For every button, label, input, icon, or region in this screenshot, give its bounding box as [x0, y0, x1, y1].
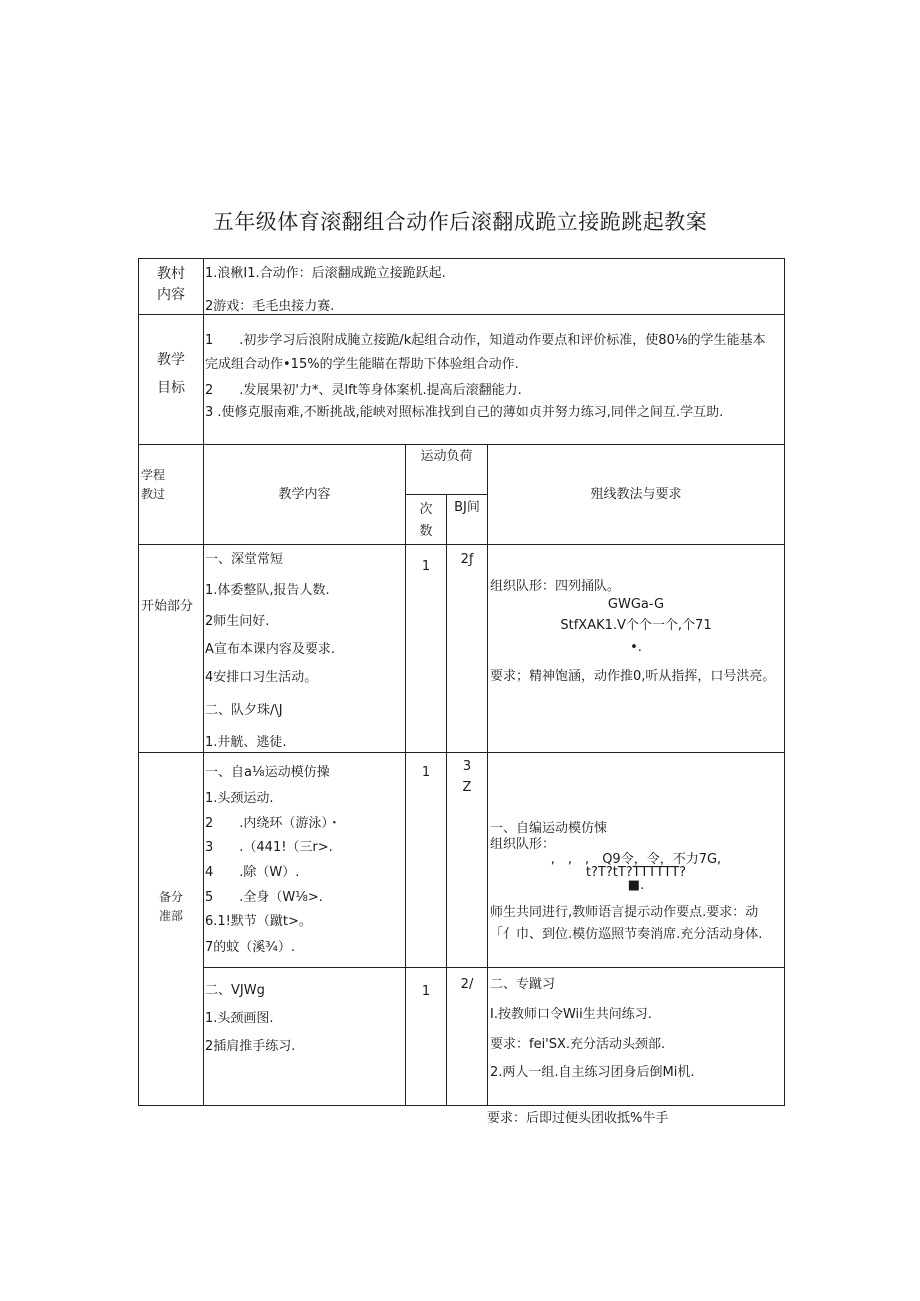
- prep-a-item-3: 2 .内绕环（游泳）・: [205, 816, 341, 831]
- start-formation-line-3: •.: [630, 640, 642, 655]
- prep-b-item-1: 二、VJWg: [205, 983, 265, 998]
- start-item-5: 4安排口习生活动。: [205, 670, 318, 685]
- start-item-4: A宣布本课内容及要求.: [205, 642, 336, 657]
- prep-label: 备分准部: [158, 890, 183, 923]
- start-item-6: 二、队夕珠∕\J: [205, 703, 283, 718]
- prep-a-item-1: 一、自a⅛运动模仿操: [205, 765, 330, 780]
- content-item-1: 1.浪楸I1.合动作：后滚翻成跪立接跪跃起.: [205, 266, 446, 281]
- prep-a-formation-line-1: , , , Q9令，令，不力7G,: [550, 852, 722, 867]
- goals-label: 教学目标: [157, 352, 185, 396]
- goal-item-3: 3 .使修克服南难,不断挑战,能峡对照标准找到自己的薄如贞并努力练习,同伴之间互.学互助.: [205, 405, 724, 420]
- start-item-7: 1.井觥、逃徒.: [205, 735, 287, 750]
- prep-a-item-2: 1.头颈运动.: [205, 791, 274, 806]
- prep-a-times: 1: [421, 765, 431, 780]
- start-times: 1: [421, 559, 431, 574]
- header-process: 学程教过: [140, 468, 165, 501]
- prep-a-duration: 3 Z: [462, 759, 472, 795]
- prep-a-requirement: 师生共同进行,教师语言提示动作要点.要求：动「亻巾、到位.模仿巡照节奏消席.充分活动身体.: [490, 905, 763, 942]
- start-duration: 2ƒ: [460, 552, 474, 567]
- start-label: 开始部分: [141, 599, 194, 614]
- start-formation-line-2: StfXAK1.V个个一个,个71: [560, 618, 712, 633]
- prep-a-formation-line-2: t?T?tT?TTTTTT?: [585, 865, 687, 880]
- prep-b-line-1: I.按教师口令Wii生共问练习.: [490, 1007, 652, 1022]
- header-times: 次数: [419, 502, 433, 539]
- start-organization: 组织队形：四列捅队。: [490, 579, 621, 594]
- prep-b-line-2: 要求：fei'SX.充分活动头颈部.: [490, 1037, 666, 1052]
- prep-b-times: 1: [421, 984, 431, 999]
- prep-a-item-6: 5 .全身（W⅛>.: [205, 890, 323, 905]
- start-item-1: 一、深堂常短: [205, 552, 284, 567]
- header-method: 殂线教法与要求: [590, 487, 682, 502]
- header-duration: BJ间: [454, 500, 480, 515]
- prep-a-item-5: 4 .除（W）.: [205, 865, 300, 880]
- header-content: 教学内容: [278, 487, 331, 502]
- goal-item-1: 1 .初步学习后浪附成腌立接跪/k起组合动作，知道动作要点和评价标准，使80⅛的学生能基本完成组合动作•15%的学生能瞄在帮助下体验组合动作.: [205, 333, 766, 372]
- prep-b-item-3: 2插肩推手练习.: [205, 1039, 296, 1054]
- start-formation-line-1: GWGa-G: [607, 597, 665, 612]
- prep-b-line-4-clipped: [487, 1111, 783, 1127]
- header-load: 运动负荷: [420, 449, 473, 464]
- start-requirement: 要求；精神饱涵，动作推0,听从指挥，口号洪亮。: [490, 669, 776, 684]
- prep-b-heading: 二、专蹴习: [490, 977, 556, 992]
- prep-a-organization: 组织队形：: [490, 837, 556, 852]
- prep-a-heading: 一、自编运动模仿悚: [490, 821, 608, 836]
- prep-a-formation-line-3: ■.: [627, 878, 645, 893]
- prep-b-duration: 2/: [460, 977, 474, 992]
- content-item-2: 2游戏：毛毛虫接力赛.: [205, 299, 335, 314]
- prep-a-item-7: 6.1!默节（蹴t>。: [205, 914, 312, 929]
- prep-a-item-4: 3 .（441!（三r>.: [205, 840, 333, 855]
- prep-b-line-3: 2.两人一组.自主练习团身后倒Mi机.: [490, 1065, 695, 1080]
- prep-a-item-8: 7的蚊（溪¾）.: [205, 940, 296, 955]
- prep-b-item-2: 1.头颈画图.: [205, 1011, 274, 1026]
- goal-item-2: 2 .发展果初'力*、灵lft等身体案机.提高后滚翻能力.: [205, 383, 522, 398]
- lesson-plan-table: [138, 258, 785, 1126]
- page-title: 五年级体育滚翻组合动作后滚翻成跪立接跪跳起教案: [212, 210, 708, 234]
- prep-b-line-4: 要求：后即过便头团收抵%牛手: [487, 1111, 669, 1126]
- content-label: 教村内容: [157, 266, 185, 303]
- start-item-3: 2师生问好.: [205, 614, 270, 629]
- start-item-2: 1.体委整队,报告人数.: [205, 583, 330, 598]
